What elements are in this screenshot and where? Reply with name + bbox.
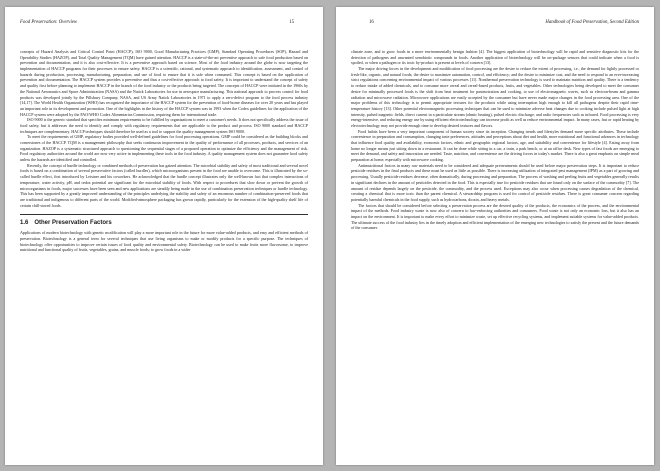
paragraph: The major driving forces in the development and modification of food processing are the desire to reduce the extent of processing, i.e., the demand for lightly processed or fresh-like, organic, and natural foods; the desire to maximize automation, control, and efficiency; and the desire to minimize cost, and the need to respond to an ever-increasing strict regulations concerning environmental impact of various processes [11]. Nonthermal preservation technology is used to maintain nutrition and quality. There is a tendency to reduce intake of added chemicals, and to consume more cereal and cereal-based products, fruits, and vegetables. Other technologies being developed to meet the consumer desire for minimally processed foods is the shift from heat treatment for pasteurization and cooking, to use of electromagnetic waves, such as electron-beam and gamma radiation and microwave radiation. Microwave applications are easily accepted by the consumer but have never made major changes in the food processing area. One of the major problems of this technology is to permit appropriate textures for the products while using interruption high enough to kill all pathogens despite their rapid time-temperature history [13]. Other potential electromagnetic processing techniques that can be used to minimize adverse heat changes due to cooking include pulsed light at high intensity, pulsed magnetic fields, direct current in a particulate stream (ohmic heating), pulsed electric discharge, and radio frequencies such as infrared. Food processing is very energy-intensive, and reducing energy use by using efficient electrotechnology can increase profit as well as reduce environmental impact. In many cases, fast or rapid heating by electrotechnology may not provide enough time to develop desired textures and flavors.: [351, 66, 639, 128]
section-title: Other Preservation Factors: [34, 220, 112, 227]
paragraph: ISO 9000 is the generic standard that specifies minimum requirements to be fulfilled by organizations to meet a customer's needs. It does not specifically address the issue of food safety, but it addresses the need to identify and comply with regulatory requirements that are applicable to the product and process. ISO 9000 standard and HACCP techniques are complementary. HACCP techniques should therefore be used as a tool to support the quality management system ISO 9000.: [20, 117, 308, 134]
paragraph: To meet the requirements of GMP, regulatory bodies provided well-defined guidelines for food processing operations. GMP could be considered as the building blocks and cornerstones of the HACCP. TQM is a management philosophy that seeks continuous improvement in the quality of performance of all processes, products, and services of an organization. HAZOP is a systematic structured approach to questioning the sequential stages of a proposed operation to optimize the efficiency and the management of risk. Food regulatory authorities around the world are now very active in implementing these tools in the food industry. A quality management system does not guarantee food safety unless the hazards are identified and controlled.: [20, 134, 308, 163]
paragraph: concepts of Hazard Analysis and Critical Control Point (HACCP), ISO 9000, Good Manufacturing Practices (GMP), Standard Operating Procedures (SOP), Hazard and Operability Studies (HAZOP), and Total Quality Management (TQM) have gained attention. HACCP is a state-of-the-art preventive approach to safe food production based on prevention and documentation, and it is also cost-effective. It is a preventive approach based on science. Most of the food industry around the globe is now targeting the implementation of HACCP programs for their processes to ensure safety. HACCP is a scientific, rational, and systematic approach to identification, assessment, and control of hazards during production, processing, manufacturing, preparation, and use of food to ensure that it is safe when consumed. This concept is based on the application of prevention and documentation. The HACCP system provides a preventive and thus a cost-effective approach to food safety. It is important to understand the concept of safety and quality first before planning to implement HACCP in the branch of the food industry or the products being targeted. The concepts of HACCP were initiated in the 1960s by the National Aeronautics and Space Administration (NASA) and the Natick Laboratories for use in aerospace manufacturing. This national approach to process control for food products was developed jointly by the Pillsbury Company, NASA, and US Army Natick Laboratories in 1971 to apply a zero-defect program to the food process industry [14,17]. The World Health Organization (WHO) has recognized the importance of the HACCP system for the prevention of food-borne diseases for over 20 years and has played an important role in its development and promotion. One of the highlights in the history of the HACCP system was in 1993 when the Codex guidelines for the application of the HACCP system were adopted by the FAO/WHO Codex Alimentarius Commission, requiring them for international trade.: [20, 49, 308, 117]
body-text: [20, 49, 308, 253]
paragraph: The factors that should be considered before selecting a preservation process are the desired quality of the products, the economics of the process, and the environmental impact of the methods. Food industry waste is now also of concern to law-enforcing authorities and consumers. Food waste is not only an economic loss, but it also has an impact on the environment. It is important to make every effort to minimize waste, set up effective recycling systems, and implement suitable systems for value-added products. The ultimate success of the food industry lies in the timely adoption and efficient implementation of the emerging new technologies to satisfy the present and the future demands of the consumer.: [351, 202, 639, 231]
paragraph: climate zone, and to grow foods in a more environmentally benign fashion [4]. The biggest application of biotechnology will be rapid and sensitive diagnostic kits for the detection of pathogens and unwanted xenobiotic compounds in foods. Another application of biotechnology will be on-package sensors that could indicate when a food is spoiled, or when a pathogen or its toxic by-product is present at levels of concern [13].: [351, 49, 639, 66]
paragraph: Applications of modern biotechnology with genetic modification will play a more important role in the future for more value-added products, and easy and efficient methods of preservation. Biotechnology is a general term for several techniques that use living organisms to make or modify products for a specific purpose. The techniques of biotechnology offer opportunities to improve certain issues of food quality and environmental safety. Biotechnology can be used to make fruits more flavorsome, to improve nutritional and functional quality of fruits, vegetables, grains, and muscle foods; to grow foods in a wider: [20, 230, 308, 253]
right-page: [336, 7, 654, 465]
section-number: 1.6: [20, 220, 29, 227]
section-divider: [20, 214, 308, 215]
running-title: Handbook of Food Preservation, Second Edition: [545, 20, 639, 25]
page-number: 16: [369, 20, 374, 25]
section-heading: [20, 219, 308, 227]
body-text: [351, 49, 639, 231]
paragraph: Recently, the concept of hurdle technology or combined methods of preservation has gained attention. The microbial stability and safety of most traditional and several novel foods is based on a combination of several preservative factors (called hurdles), which microorganisms present in the food are unable to overcome. This is illustrated by the so-called hurdle effect, first introduced by Leistner and his coworkers. He acknowledged that the hurdle concept illustrates only the well-known fact that complex interactions of temperature, water activity, pH, and redox potential are significant for the microbial stability of foods. With respect to procedures that slow down or prevent the growth of microorganisms in foods, major successes have been seen and new applications are steadily being made in the use of combination preservation techniques or hurdle technology. This has been supported by a greatly improved understanding of the principles underlying the stability and safety of an enormous number of combination-preserved foods that are traditional and indigenous to different parts of the world. Modified-atmosphere packaging has grown rapidly, particularly for the extension of the high-quality shelf life of certain chill-stored foods.: [20, 162, 308, 208]
running-head: [20, 20, 308, 28]
running-title: Food Preservation: Overview: [20, 20, 78, 25]
running-head: [351, 20, 639, 28]
paragraph: Food habits have been a very important component of human society since its inception. Changing trends and lifestyles demand more specific attributes. These include convenience in preparation and consumption, changing taste preferences, attitudes and perceptions about diet and health, more nutritional and functional advances in technology that influence food quality and availability, economic factors, ethnic and geographic regional factors, age, and suitability and convenience for lifestyle [4]. Eating away from home no longer means just sitting down in a restaurant. It can be done while sitting in a car, a train, a park bench, or at an office desk. New types of fast foods are emerging to meet the demand, and safety and innovation are needed. Taste, nutrition, and convenience are the driving forces in today's market. There is also a great emphasis on simple meal preparation at home, especially with microwave cooking.: [351, 128, 639, 163]
left-page: [5, 7, 323, 465]
page-number: 15: [289, 20, 294, 25]
paragraph: Antimutritional factors in many raw materials need to be considered and adequate pretreatments should be used before major preservation steps. It is important to reduce pesticide residues in the final products and these must be used as little as possible. There is increasing utilization of integrated pest management (IPM) as a part of growing and processing. Usually pesticide residues decrease, often dramatically, during processing and preparation. The process of washing and peeling fruits and vegetables generally results in significant declines in the amount of pesticides detected in the food. This is especially true for pesticide residues that are found only on the surface of the commodity [7]. The amount of residue depends largely on the pesticide, the commodity, and the process used. Exceptions may also occur when processing causes degradation of the chemical, creating a chemical that is more toxic than the parent chemical. A stewardship program is used for control of pesticide residues. There is great consumer concern regarding potentially harmful chemicals in the food supply, such as hydrocarbons, dioxin, and heavy metals.: [351, 162, 639, 202]
